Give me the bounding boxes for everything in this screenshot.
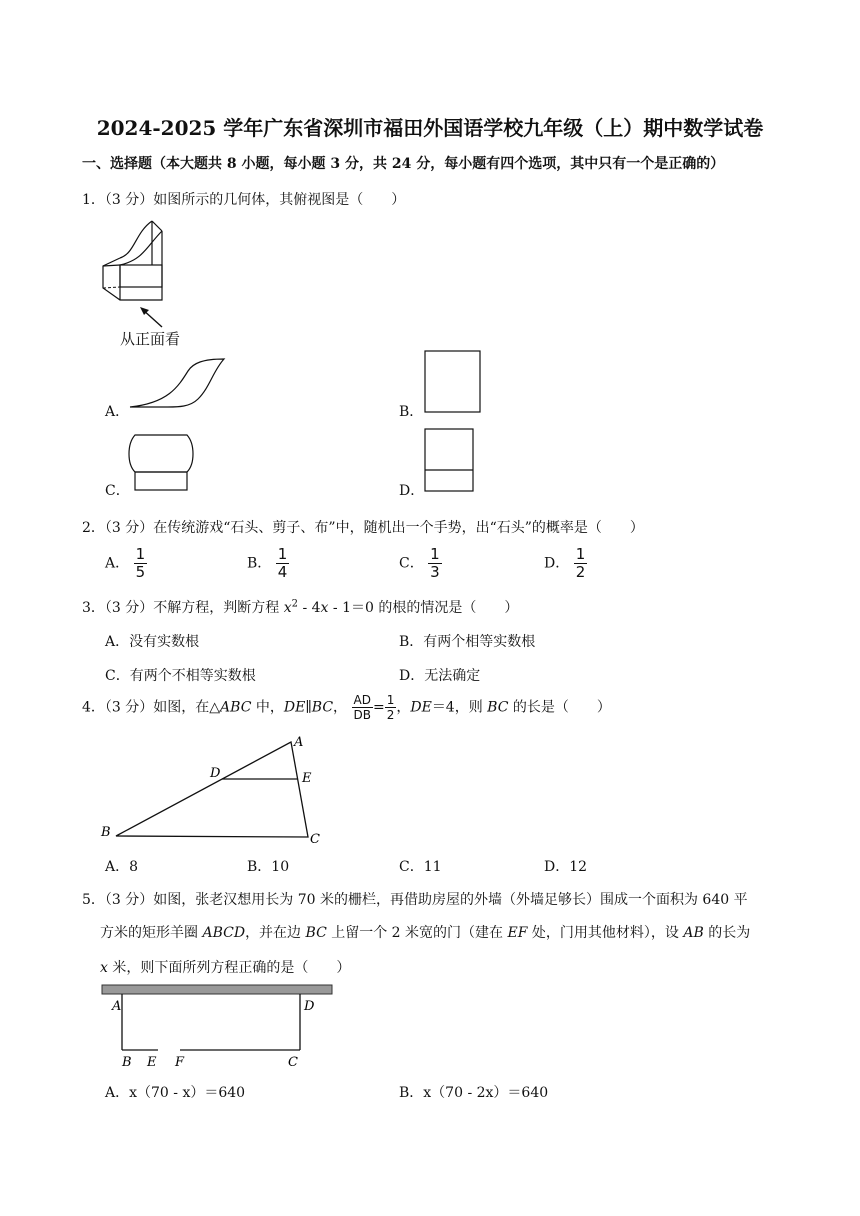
q4-half-fraction: $\frac{1}{2}$ — [386, 693, 395, 722]
q5-stem-line1: 5．（3 分）如图，张老汉想用长为 70 米的栅栏，再借助房屋的外墙（外墙足够长）围成一个面积为 640 平 — [82, 892, 748, 908]
q3-option-c[interactable]: C．有两个不相等实数根 — [105, 668, 256, 684]
q2-stem: 2．（3 分）在传统游戏“石头、剪子、布”中，随机出一个手势，出“石头”的概率是（ ） — [82, 520, 644, 536]
q5-option-a[interactable]: A．x（70 - x）＝640 — [105, 1085, 246, 1101]
q4-label-a: A — [294, 735, 304, 750]
q5-label-c: C — [288, 1055, 298, 1070]
q4-triangle-figure — [98, 732, 328, 847]
q1-option-c[interactable]: C． — [105, 483, 130, 499]
q5-label-b: B — [122, 1055, 132, 1070]
q3-option-a[interactable]: A．没有实数根 — [105, 634, 200, 650]
q1-option-b-figure — [424, 350, 482, 414]
q2-option-b-fraction: $\frac{1}{4}$ — [277, 545, 288, 581]
q1-caption: 从正面看 — [120, 330, 181, 348]
q2-option-a-fraction: $\frac{1}{5}$ — [135, 545, 146, 581]
q4-option-a[interactable]: A．8 — [105, 859, 139, 875]
q2-option-c-fraction: $\frac{1}{3}$ — [430, 545, 440, 581]
q4-label-e: E — [302, 771, 312, 786]
q4-option-d[interactable]: D．12 — [544, 859, 588, 875]
q2-option-d-fraction: $\frac{1}{2}$ — [575, 545, 586, 581]
q1-option-d-figure — [424, 428, 476, 494]
q2-option-b[interactable] — [247, 546, 289, 581]
q5-stem-line2: 方米的矩形羊圈 ABCD，并在边 BC 上留一个 2 米宽的门（建在 EF 处，门用其他材料），设 AB 的长为 — [100, 925, 751, 941]
q1-option-a[interactable]: A． — [105, 404, 130, 420]
q2-option-c-label: C． — [399, 555, 424, 572]
q1-option-c-figure — [127, 434, 197, 492]
q2-option-b-label: B． — [247, 555, 272, 572]
q5-label-f: F — [175, 1055, 185, 1070]
q5-stem-line3: x 米，则下面所列方程正确的是（ ） — [100, 960, 351, 976]
q4-label-c: C — [310, 832, 320, 847]
q2-option-d-label: D． — [544, 555, 570, 572]
q5-label-a: A — [112, 999, 122, 1014]
q4-option-b[interactable]: B．10 — [247, 859, 290, 875]
q3-stem: 3．（3 分）不解方程，判断方程 $x^2 - 4x - 1=0$ 的根的情况是（ ） — [82, 598, 519, 616]
q2-option-d[interactable] — [544, 546, 587, 581]
q5-option-b[interactable]: B．x（70 - 2x）＝640 — [399, 1085, 549, 1101]
q1-option-a-figure — [128, 357, 228, 409]
q4-option-c[interactable]: C．11 — [399, 859, 442, 875]
q1-option-d[interactable]: D． — [399, 483, 425, 499]
q4-label-b: B — [101, 825, 111, 840]
q1-option-b[interactable]: B． — [399, 404, 424, 420]
q3-option-b[interactable]: B．有两个相等实数根 — [399, 634, 536, 650]
q4-stem: 4．（3 分）如图，在△ABC 中，DE∥BC， $\frac{AD}{DB}$ = $\frac{1}{2}$ ，DE＝4，则 BC 的长是（ ） — [82, 693, 611, 722]
q1-solid-figure — [95, 218, 175, 308]
q2-option-a-label: A． — [105, 555, 130, 572]
exam-title: 2024-2025 学年广东省深圳市福田外国语学校九年级（上）期中数学试卷 — [96, 116, 764, 140]
q2-option-c[interactable] — [399, 546, 442, 581]
q2-option-a[interactable] — [105, 546, 147, 581]
q4-ratio-fraction: $\frac{AD}{DB}$ — [353, 693, 371, 722]
q5-label-e: E — [147, 1055, 157, 1070]
q1-stem: 1．（3 分）如图所示的几何体，其俯视图是（ ） — [82, 192, 406, 208]
section-heading: 一、选择题（本大题共 8 小题，每小题 3 分，共 24 分，每小题有四个选项，其中只有一个是正确的） — [82, 156, 725, 172]
q5-pen-figure — [100, 984, 336, 1070]
q5-label-d: D — [304, 999, 315, 1014]
q4-label-d: D — [210, 766, 221, 781]
q3-option-d[interactable]: D．无法确定 — [399, 668, 481, 684]
